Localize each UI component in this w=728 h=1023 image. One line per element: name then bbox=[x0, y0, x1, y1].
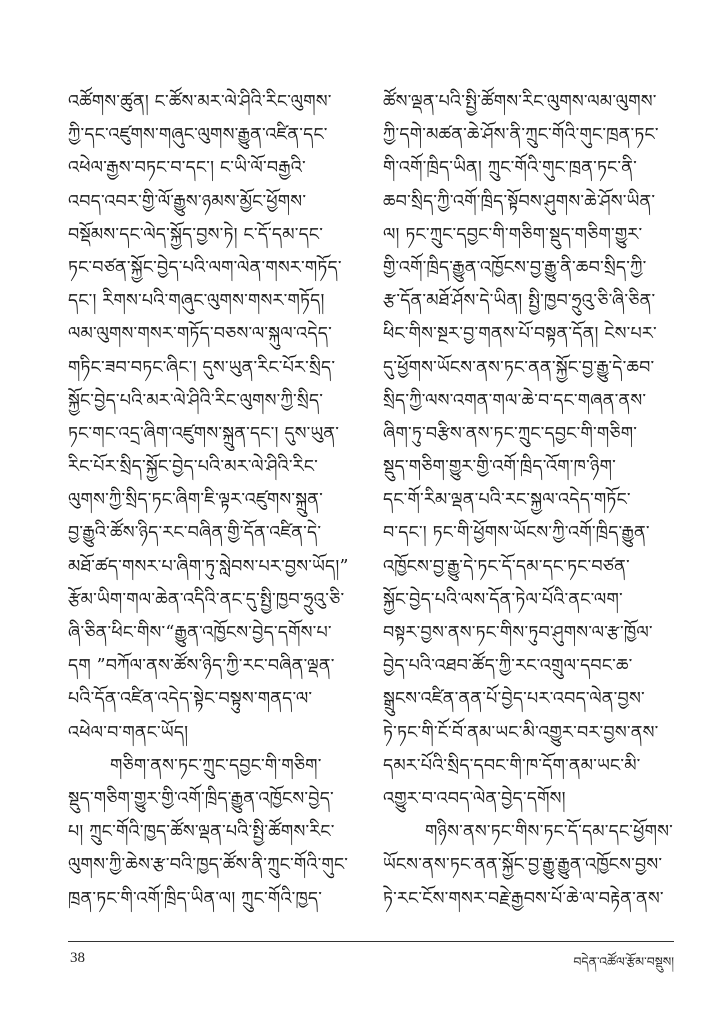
text-line: འཕེལ་རྒྱས་བཏང་བ་དང་། ང་ཡི་ལོ་བརྒྱའི་ bbox=[68, 158, 306, 179]
text-line: དག ”བཀོལ་ནས་ཚོས་ཉིད་ཀྱི་རང་བཞིན་ལྡན་ bbox=[68, 656, 335, 677]
text-line: སྲིད་ཀྱི་ལས་འགན་གལ་ཆེ་བ་དང་གཞན་ནས་ bbox=[383, 390, 647, 411]
text-line: རིང་པོར་སྲིད་སྐྱོང་བྱེད་པའི་མར་ལེ་ཤིའི་རིང་ bbox=[68, 457, 318, 478]
text-line: རྩོམ་ཡིག་གལ་ཆེན་འདིའི་ནང་དུ་སྤྱི་ཁྱབ་ཧྲུའུ་ཅི་ bbox=[68, 589, 345, 610]
text-line: གཉིས་ནས་ཏང་གིས་ཏང་དོ་དམ་དང་ཕྱོགས་ bbox=[425, 822, 673, 843]
text-line: ལམ་ལུགས་གསར་གཏོད་བཅས་ལ་སྐུལ་འདེད་ bbox=[68, 324, 332, 345]
text-line: དུ་ཕྱོགས་ཡོངས་ནས་ཏང་ནན་སྐྱོང་བྱ་རྒྱུ་དེ་ཆབ་ bbox=[383, 357, 655, 378]
text-line: ཞི་ཅིན་ཕིང་གིས་“རྒྱུན་འཁྱོངས་བྱེད་དགོས་པ་ bbox=[68, 623, 332, 643]
text-line: དམར་པོའི་སྲིད་དབང་གི་ཁ་དོག་ནམ་ཡང་མི་ bbox=[383, 755, 641, 776]
text-line: ཏང་གང་འདྲ་ཞིག་འཛུགས་སྐྲུན་དང་། དུས་ཡུན་ bbox=[68, 423, 340, 444]
text-line: བྱ་རྒྱུའི་ཚོས་ཉིད་རང་བཞིན་གྱི་དོན་འཛིན་དེ་ bbox=[68, 523, 322, 544]
text-line: འཁྱོངས་བྱ་རྒྱུ་དེ་ཏང་དོ་དམ་དང་ཏང་བཙན་ bbox=[383, 556, 630, 577]
text-line: ཡོངས་ནས་ཏང་ནན་སྐྱོང་བྱ་རྒྱུ་རྒྱུན་འཁྱོངས་བྱས་ bbox=[383, 855, 663, 876]
left-text-column bbox=[68, 86, 358, 916]
text-line: ཞིག་ཏུ་བརྩིས་ནས་ཏང་ཀྲུང་དབྱང་གི་གཅིག་ bbox=[383, 423, 638, 444]
text-line: ཏེ་རང་ངོས་གསར་བརྗེ་རྒྱབས་པོ་ཆེ་ལ་བརྟེན་ནས་ bbox=[383, 888, 664, 909]
text-line: ཏང་བཙན་སྐྱོང་བྱེད་པའི་ལག་ལེན་གསར་གཏོད་ bbox=[68, 257, 342, 278]
text-line: ཚོས་ལྡན་པའི་སྤྱི་ཚོགས་རིང་ལུགས་ལམ་ལུགས་ bbox=[383, 92, 657, 112]
text-line: ཏེ་ཏང་གི་ངོ་བོ་ནམ་ཡང་མི་འགྱུར་བར་བྱས་ནས་ bbox=[383, 722, 659, 743]
text-line: གི་འགོ་ཁྲིད་ཡིན། ཀྲུང་གོའི་གུང་ཁྲན་ཏང་ནི་ bbox=[383, 158, 638, 179]
text-line: ཆབ་སྲིད་ཀྱི་འགོ་ཁྲིད་སྟོབས་ཤུགས་ཆེ་ཤོས་ཡིན་ bbox=[383, 191, 656, 212]
text-line: རྩ་དོན་མཐོ་ཤོས་དེ་ཡིན། སྤྱི་ཁྱབ་ཧྲུའུ་ཅི་ཞི་ཅིན་ bbox=[383, 291, 656, 312]
text-line: ལ། ཏང་ཀྲུང་དབྱང་གི་གཅིག་སྡུད་གཅིག་གྱུར་ bbox=[383, 224, 643, 245]
running-title: བདེན་འཚོལ་རྩོམ་བསྡུས། bbox=[573, 954, 674, 969]
text-line: ཀྱི་དང་འཛུགས་གཞུང་ལུགས་རྒྱུན་འཛིན་དང་ bbox=[68, 125, 328, 146]
text-line: ཁྲན་ཏང་གི་འགོ་ཁྲིད་ཡིན་ལ། ཀྲུང་གོའི་ཁྱད་ bbox=[68, 888, 323, 909]
text-line: པ། ཀྲུང་གོའི་ཁྱད་ཚོས་ལྡན་པའི་སྤྱི་ཚོགས་རིང་ bbox=[68, 822, 335, 843]
text-line: མཐོ་ཚད་གསར་པ་ཞིག་ཏུ་སླེབས་པར་བྱས་ཡོད།” bbox=[68, 556, 349, 577]
text-line: སྐྱོང་བྱེད་པའི་མར་ལེ་ཤིའི་རིང་ལུགས་ཀྱི་སྲིད་ bbox=[68, 390, 324, 411]
text-line: བསྟར་བྱས་ནས་ཏང་གིས་ཏུབ་ཤུགས་ལ་རྩ་ཁྱོལ་ bbox=[383, 623, 653, 643]
footer-rule bbox=[68, 941, 674, 942]
text-line: གཏིང་ཟབ་བཏང་ཞིང་། དུས་ཡུན་རིང་པོར་སྲིད་ bbox=[68, 357, 336, 378]
text-line: པའི་དོན་འཛིན་འདེད་སྟེང་བསྟུས་གནད་ལ་ bbox=[68, 689, 313, 710]
text-line: འཕེལ་བ་གནང་ཡོད། bbox=[68, 722, 189, 743]
text-line: འགྱུར་བ་འབད་ལེན་བྱེད་དགོས། bbox=[383, 788, 566, 809]
text-line: དང་གོ་རིམ་ལྡན་པའི་རང་སྐྱལ་འདེད་གཏོང་ bbox=[383, 490, 631, 511]
text-line: སྡུད་གཅིག་གྱུར་གྱི་འགོ་ཁྲིད་འོག་ཁ་ཉིག་ bbox=[383, 457, 616, 478]
right-text-column bbox=[383, 86, 673, 916]
text-line: བསྡོམས་དང་ལེད་སྐྱོད་བྱས་ཏེ། ང་དོ་དམ་དང་ bbox=[68, 224, 324, 245]
page-number: 38 bbox=[70, 950, 85, 966]
text-line: ཕིང་གིས་སྔར་བྱ་གནས་པོ་བསྟན་དོན། ངེས་པར་ bbox=[383, 324, 657, 345]
text-line: ཀྱི་དགེ་མཚན་ཆེ་ཤོས་ནི་ཀྲུང་གོའི་གུང་ཁྲན་ཏང་ bbox=[383, 125, 659, 146]
text-line: བ་དང་། ཏང་གི་ཕྱོགས་ཡོངས་ཀྱི་འགོ་ཁྲིད་རྒྱུན་ bbox=[383, 523, 650, 544]
text-line: ལུགས་ཀྱི་སྲིད་ཏང་ཞིག་ཇི་ལྟར་འཛུགས་སྐྲུན་ bbox=[68, 490, 324, 511]
text-line: སྐྱོང་བྱེད་པའི་ལས་དོན་ཏེལ་པོའི་ནང་ལག་ bbox=[383, 589, 623, 610]
text-line: བྱེད་པའི་འཐབ་ཚོད་ཀྱི་རང་འགྲུལ་དབང་ཆ་ bbox=[383, 656, 633, 677]
text-line: གཅིག་ནས་ཏང་ཀྲུང་དབྱང་གི་གཅིག་ bbox=[110, 755, 322, 776]
text-line: སྡུད་གཅིག་གྱུར་གྱི་འགོ་ཁྲིད་རྒྱུན་འཁྱོངས་བྱེད་ bbox=[68, 788, 334, 809]
text-line: འབད་འབར་གྱི་ལོ་རྒྱུས་ཉམས་མྱོང་ཕྱོགས་ bbox=[68, 191, 307, 212]
text-line: དང་། རིགས་པའི་གཞུང་ལུགས་གསར་གཏོད། bbox=[68, 291, 325, 312]
text-line: ལུགས་ཀྱི་ཆེས་རྩ་བའི་ཁྱད་ཚོས་ནི་ཀྲུང་གོའི་གུང་ bbox=[68, 855, 349, 876]
text-line: འཚོགས་ཚུན། ང་ཚོས་མར་ལེ་ཤིའི་རིང་ལུགས་ bbox=[68, 92, 332, 112]
text-line: སྒྲུངས་འཛིན་ནན་པོ་བྱེད་པར་འབད་ལེན་བྱས་ bbox=[383, 689, 645, 710]
text-line: གྱི་འགོ་ཁྲིད་རྒྱུན་འཁྱོངས་བྱ་རྒྱུ་ནི་ཆབ་སྲིད་ཀྱི་ bbox=[383, 257, 647, 278]
